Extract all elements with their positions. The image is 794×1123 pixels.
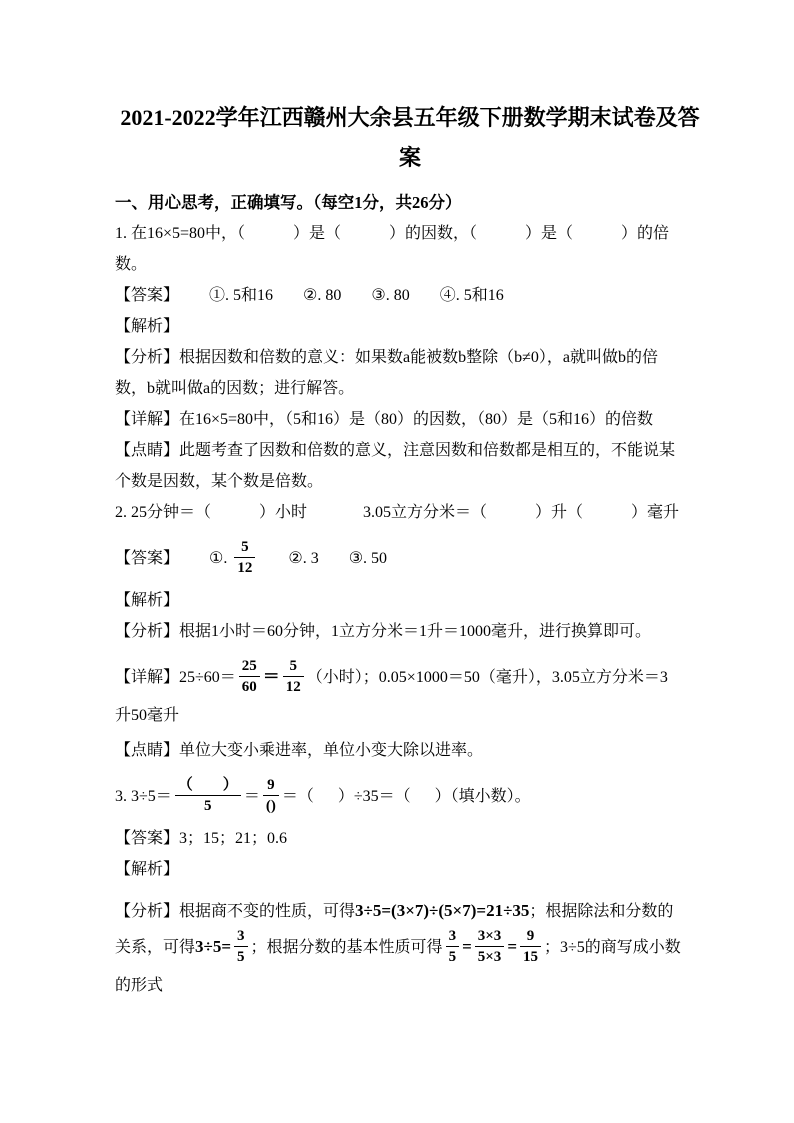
q3-fenxi-text-4: ；3÷5的商写成小数的形式: [115, 939, 681, 994]
q3-fenxi-text-2: ；根据除法和分数的关系，可得: [115, 903, 674, 957]
equals-sign: =: [462, 937, 472, 957]
q2-xiangjie-text-1: 【详解】25÷60＝: [115, 669, 236, 687]
q1-jiexi: 【解析】: [115, 318, 180, 335]
fraction-denominator: 60: [241, 679, 257, 695]
q2-xiangjie: [115, 657, 682, 731]
q1-answer-line: [115, 280, 682, 311]
fraction-numerator: 9: [263, 776, 279, 796]
fraction-denominator: 5: [448, 949, 457, 965]
fraction-numerator: 3: [446, 927, 460, 947]
q2-jiexi: 【解析】: [115, 592, 180, 609]
q1-answer-item-1: ①. 5和16: [209, 287, 274, 304]
fraction-9-over-blank: [263, 776, 279, 815]
fraction-denominator: 5×3: [477, 949, 502, 965]
q2-answer-label: 【答案】: [115, 550, 180, 568]
fraction-numerator: 25: [239, 657, 260, 677]
q3-text-2: ＝: [243, 788, 260, 806]
fraction-denominator: 12: [237, 560, 253, 576]
fraction-numerator: 5: [283, 657, 304, 677]
fraction-25-60: [239, 657, 260, 696]
section1-heading: 一、用心思考，正确填写。（每空1分，共26分）: [115, 193, 462, 212]
q3-fenxi-text-3: ；根据分数的基本性质可得: [250, 939, 443, 957]
q3-fenxi: [115, 895, 682, 1001]
q3-answer-line: 【答案】3；15；21；0.6: [115, 830, 288, 847]
q2-answer-line: [115, 538, 682, 581]
q1-answer-label: 【答案】: [115, 287, 180, 304]
fraction-numerator: 3: [234, 927, 248, 947]
fraction-5-12: [234, 538, 255, 577]
fraction-3-5: [446, 927, 460, 966]
fraction-numerator: （ ）: [175, 776, 241, 796]
fraction-denominator: 5: [237, 949, 245, 965]
q3-jiexi: 【解析】: [115, 861, 180, 878]
q3-text-1: 3. 3÷5＝: [115, 788, 172, 806]
equals-sign: ＝: [262, 667, 280, 687]
q3-text: [115, 776, 682, 819]
q2-answer-item-1-prefix: ①.: [209, 550, 232, 568]
fraction-denominator: 5: [204, 798, 212, 814]
q2-text: 2. 25分钟＝（ ）小时 3.05立方分米＝（ ）升（ ）毫升: [115, 504, 680, 521]
q1-text: 1. 在16×5=80中，（ ）是（ ）的因数，（ ）是（ ）的倍数。: [115, 225, 670, 273]
q3-fenxi-text-1: 【分析】根据商不变的性质，可得: [115, 903, 356, 920]
fraction-numerator: 9: [520, 927, 541, 947]
q3-text-3: ＝（ ）÷35＝（ ）（填小数）。: [281, 788, 531, 806]
q2-answer-item-2: ②. 3: [288, 550, 319, 568]
q1-answer-item-2: ②. 80: [303, 287, 342, 304]
q2-fenxi: 【分析】根据1小时＝60分钟，1立方分米＝1升＝1000毫升，进行换算即可。: [115, 623, 652, 640]
q1-fenxi: 【分析】根据因数和倍数的意义：如果数a能被数b整除（b≠0），a就叫做b的倍数，b就叫做a的因数；进行解答。: [115, 349, 658, 397]
q1-xiangjie: 【详解】在16×5=80中，（5和16）是（80）的因数，（80）是（5和16）的倍数: [115, 411, 654, 428]
fraction-3x3-5x3: [475, 927, 505, 966]
equation-3-div-5-prefix: 3÷5=: [195, 937, 232, 957]
fraction-denominator: 15: [523, 949, 538, 965]
equation-shang-buding: 3÷5=(3×7)÷(5×7)=21÷35: [355, 901, 530, 920]
q2-dianjing: 【点睛】单位大变小乘进率，单位小变大除以进率。: [115, 742, 484, 759]
equals-sign: =: [507, 937, 517, 957]
fraction-numerator: 3×3: [475, 927, 505, 947]
q2-xiangjie-text-2: （小时）；0.05×1000＝50（毫升），3.05立方分米＝3升50毫升: [115, 669, 668, 724]
fraction-5-12: [283, 657, 304, 696]
q1-answer-item-4: ④. 5和16: [439, 287, 504, 304]
fraction-denominator: (): [265, 798, 276, 814]
q1-answer-item-3: ③. 80: [371, 287, 410, 304]
fraction-3-5: [234, 927, 248, 966]
fraction-blank-over-5: [175, 776, 241, 815]
fraction-denominator: 12: [285, 679, 301, 695]
q1-dianjing: 【点睛】此题考查了因数和倍数的意义，注意因数和倍数都是相互的，不能说某个数是因数，某个数是倍数。: [115, 442, 676, 490]
fraction-9-15: [520, 927, 541, 966]
fraction-numerator: 5: [234, 538, 255, 558]
q2-answer-item-3: ③. 50: [348, 550, 388, 568]
document-title: 2021-2022学年江西赣州大余县五年级下册数学期末试卷及答案: [120, 105, 700, 170]
